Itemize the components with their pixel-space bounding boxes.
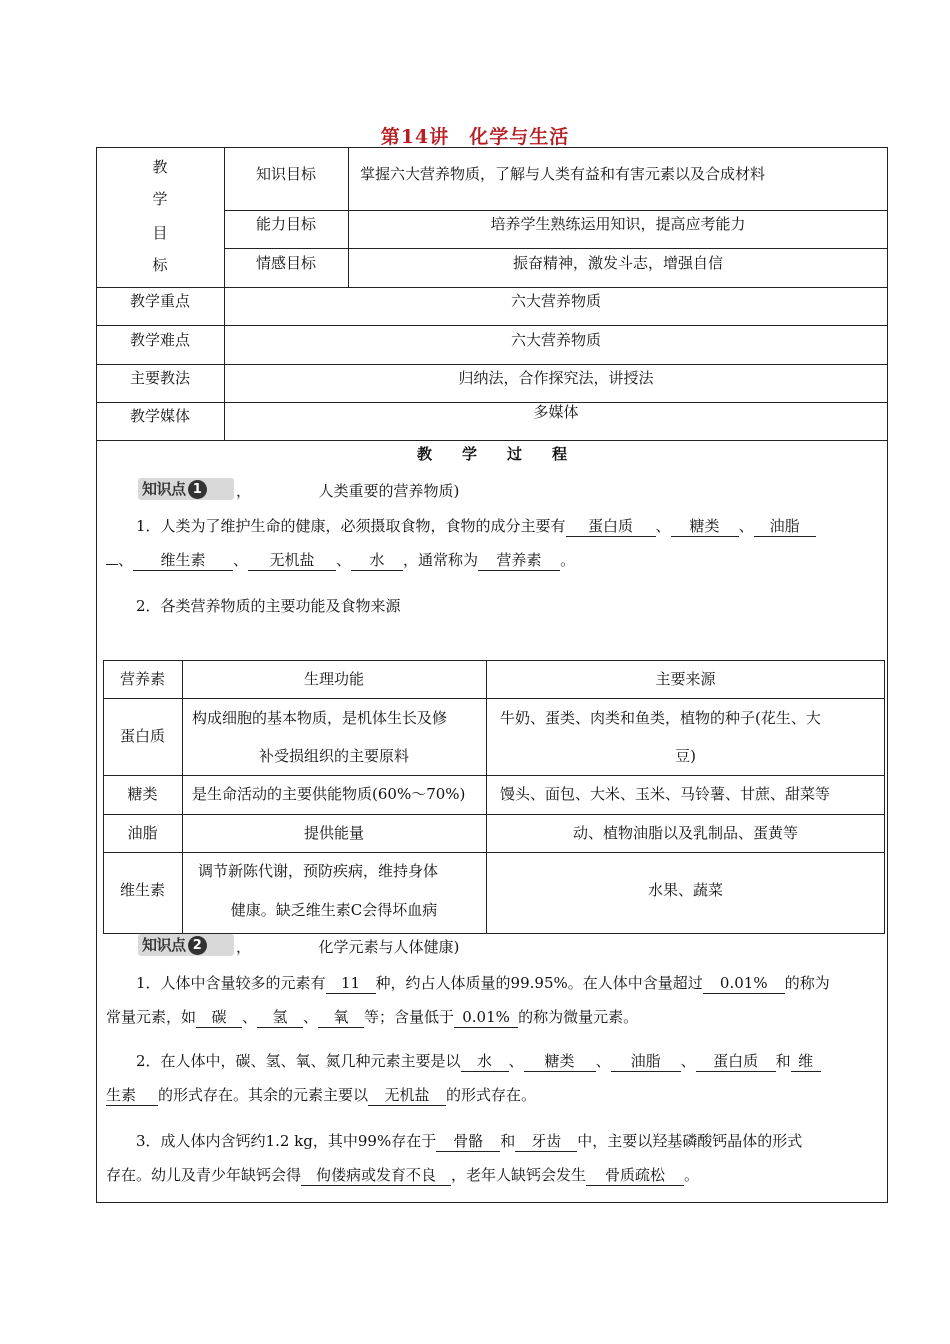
table-header: 主要来源 (655, 670, 716, 688)
answer-blank: 油脂 (611, 1051, 681, 1072)
text: 、 (233, 551, 249, 569)
nutrient-source: 豆) (675, 747, 696, 765)
text: 的称为微量元素。 (518, 1008, 639, 1026)
answer-blank: 蛋白质 (566, 516, 656, 537)
grid-line (103, 698, 885, 699)
objective-content: 振奋精神，激发斗志，增强自信 (512, 254, 723, 272)
nutrient-function: 构成细胞的基本物质，是机体生长及修 (192, 709, 448, 727)
nutrient-name: 维生素 (119, 881, 165, 899)
text: 、 (508, 1052, 524, 1070)
paragraph (106, 589, 880, 623)
info-value: 归纳法，合作探究法，讲授法 (458, 369, 654, 387)
answer-blank: 氢 (257, 1007, 303, 1028)
nutrient-function: 健康。缺乏维生素C会得坏血病 (230, 901, 438, 919)
objective-name: 情感目标 (255, 254, 316, 272)
text: 的称为 (784, 974, 830, 992)
text: 、 (595, 1052, 611, 1070)
text: 、 (303, 1008, 319, 1026)
paragraph (106, 509, 880, 577)
objectives-label-char: 学 (152, 190, 168, 208)
nutrient-source: 馒头、面包、大米、玉米、马铃薯、甘蔗、甜菜等 (500, 785, 831, 803)
text: 。 (560, 551, 576, 569)
nutrient-source: 牛奶、蛋类、肉类和鱼类，植物的种子(花生、大 (500, 709, 821, 727)
knowledge-point-badge (138, 478, 234, 500)
text: 种，约占人体质量的99.95%。在人体中含量超过 (375, 974, 703, 992)
badge-number: 2 (188, 936, 207, 955)
answer-blank: 营养素 (478, 550, 560, 571)
objectives-label-char: 教 (152, 158, 168, 176)
text: 的形式存在。 (446, 1086, 537, 1104)
answer-blank: 碳 (196, 1007, 242, 1028)
info-value: 六大营养物质 (510, 331, 601, 349)
objective-content: 培养学生熟练运用知识，提高应考能力 (490, 215, 746, 233)
text: 、 (336, 551, 352, 569)
text: 和 (500, 1132, 516, 1150)
text: 中，主要以羟基磷酸钙晶体的形式 (577, 1132, 803, 1150)
objective-name: 能力目标 (255, 215, 316, 233)
text: 、 (242, 1008, 258, 1026)
answer-blank: 水 (461, 1051, 509, 1072)
grid-line (96, 440, 888, 441)
text: 1．人类为了维护生命的健康，必须摄取食物，食物的成分主要有 (136, 517, 566, 535)
table-header: 生理功能 (303, 670, 364, 688)
answer-blank: 无机盐 (368, 1085, 446, 1106)
answer-blank: 0.01% (703, 973, 785, 994)
answer-blank: 无机盐 (248, 550, 336, 571)
nutrient-function: 补受损组织的主要原料 (258, 747, 409, 765)
nutrient-name: 糖类 (127, 785, 158, 803)
answer-blank: 11 (326, 973, 376, 994)
info-label: 教学媒体 (129, 407, 190, 425)
answer-blank: 油脂 (754, 516, 816, 537)
grid-line (96, 287, 888, 288)
text: ，老年人缺钙会发生 (451, 1166, 587, 1184)
nutrient-source: 动、植物油脂以及乳制品、蛋黄等 (572, 824, 798, 842)
section-heading: ， 化学元素与人体健康) (236, 938, 460, 956)
answer-blank: 骨骼 (436, 1131, 500, 1152)
answer-blank: 维生素 (133, 550, 233, 571)
nutrient-function: 是生命活动的主要供能物质(60%～70%) (192, 785, 466, 803)
text: 、 (680, 1052, 696, 1070)
table-header: 营养素 (119, 670, 165, 688)
knowledge-point-badge (138, 934, 234, 956)
section-heading: ， 人类重要的营养物质) (236, 482, 460, 500)
info-label: 主要教法 (129, 369, 190, 387)
info-label: 教学难点 (129, 331, 190, 349)
text: 存在。幼儿及青少年缺钙会得 (106, 1166, 302, 1184)
grid-line (224, 248, 888, 249)
answer-blank: 佝偻病或发育不良 (301, 1165, 451, 1186)
text: 和 (775, 1052, 791, 1070)
answer-blank: 骨质疏松 (586, 1165, 684, 1186)
text: 常量元素，如 (106, 1008, 197, 1026)
text: 、 (655, 517, 671, 535)
paragraph (106, 966, 880, 1034)
paragraph (106, 1124, 880, 1192)
objectives-label-char: 标 (152, 256, 168, 274)
page-title: 第14讲 化学与生活 (380, 126, 570, 148)
process-title: 教 学 过 程 (416, 445, 567, 463)
answer-blank: 水 (351, 550, 403, 571)
text: 3．成人体内含钙约1.2 kg，其中99%存在于 (136, 1132, 437, 1150)
text: 、 (118, 551, 134, 569)
paragraph (106, 1044, 880, 1112)
grid-line (224, 210, 888, 211)
text: 、 (738, 517, 754, 535)
answer-blank (106, 564, 118, 565)
answer-blank: 维 (791, 1051, 821, 1072)
text: 。 (684, 1166, 700, 1184)
text: 2．在人体中，碳、氢、氧、氮几种元素主要是以 (136, 1052, 461, 1070)
nutrient-name: 油脂 (127, 824, 158, 842)
answer-blank: 蛋白质 (696, 1051, 776, 1072)
badge-number: 1 (188, 480, 207, 499)
answer-blank: 生素 (106, 1085, 158, 1106)
text: 1．人体中含量较多的元素有 (136, 974, 326, 992)
answer-blank: 糖类 (524, 1051, 596, 1072)
answer-blank: 氧 (318, 1007, 364, 1028)
info-value: 多媒体 (533, 403, 579, 421)
nutrient-source: 水果、蔬菜 (647, 881, 723, 899)
nutrient-function: 提供能量 (303, 824, 364, 842)
info-value: 六大营养物质 (510, 292, 601, 310)
badge-label: 知识点 (142, 936, 186, 954)
text: ，通常称为 (403, 551, 479, 569)
answer-blank: 牙齿 (515, 1131, 577, 1152)
text: 2．各类营养物质的主要功能及食物来源 (136, 597, 401, 615)
text: 的形式存在。其余的元素主要以 (158, 1086, 369, 1104)
text: 等；含量低于 (364, 1008, 455, 1026)
objective-content: 掌握六大营养物质，了解与人类有益和有害元素以及合成材料 (360, 165, 766, 183)
answer-blank: 0.01% (454, 1007, 518, 1028)
grid-line (96, 364, 888, 365)
objectives-label-char: 目 (152, 224, 168, 242)
answer-blank: 糖类 (671, 516, 739, 537)
badge-label: 知识点 (142, 480, 186, 498)
grid-line (96, 325, 888, 326)
nutrient-name: 蛋白质 (119, 727, 165, 745)
info-label: 教学重点 (129, 292, 190, 310)
objective-name: 知识目标 (255, 165, 316, 183)
nutrient-function: 调节新陈代谢，预防疾病，维持身体 (198, 862, 439, 880)
